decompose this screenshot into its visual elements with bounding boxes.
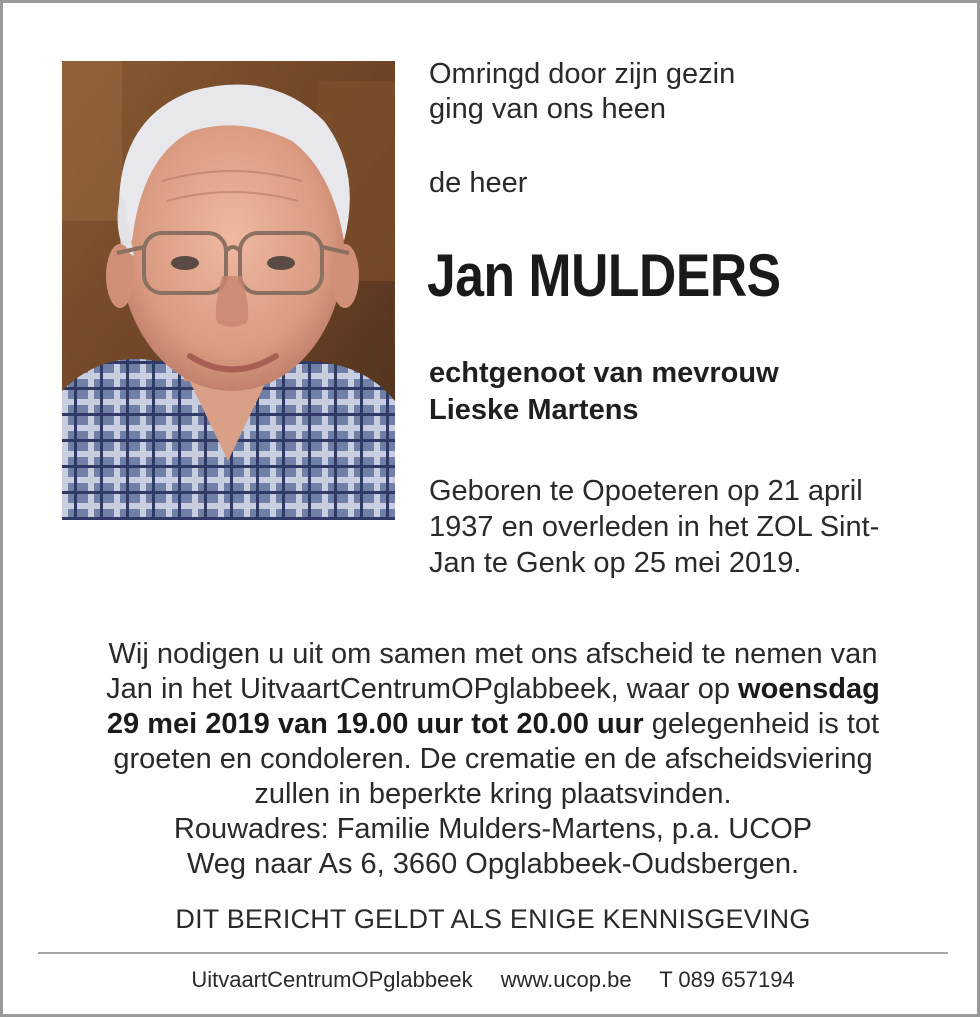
birth-death-details — [429, 473, 929, 581]
invite-line: zullen in beperkte kring plaatsvinden. — [254, 778, 732, 810]
invite-line — [33, 672, 953, 707]
birth-line: Geboren te Opoeteren op 21 april — [429, 475, 863, 507]
birth-line: Jan te Genk op 25 mei 2019. — [429, 547, 802, 579]
spouse-text — [429, 355, 949, 429]
mourning-address-line: Weg naar As 6, 3660 Opglabbeek-Oudsbergen. — [186, 848, 800, 880]
invite-text: gelegenheid is tot — [643, 708, 880, 740]
invite-time-bold: 29 mei 2019 van 19.00 uur tot 20.00 uur — [106, 708, 644, 740]
footer-phone: T 089 657194 — [659, 967, 795, 992]
intro-line: Omringd door zijn gezin — [429, 58, 736, 90]
spouse-line: Lieske Martens — [429, 394, 639, 426]
birth-line: 1937 en overleden in het ZOL Sint- — [429, 511, 880, 543]
intro-text — [429, 57, 949, 127]
invite-line: groeten en condoleren. De crematie en de afscheidsviering — [113, 743, 873, 775]
footer — [3, 965, 980, 995]
footer-divider — [38, 952, 948, 954]
invite-line — [33, 707, 953, 742]
invite-text: Jan in het UitvaartCentrumOPglabbeek, waar op — [106, 673, 739, 705]
footer-company: UitvaartCentrumOPglabbeek — [191, 967, 473, 992]
official-notice: DIT BERICHT GELDT ALS ENIGE KENNISGEVING — [175, 904, 811, 934]
portrait-illustration — [62, 61, 395, 520]
intro-line: ging van ons heen — [429, 93, 667, 125]
invite-date-bold: woensdag — [738, 673, 880, 705]
footer-website-link[interactable]: www.ucop.be — [500, 967, 632, 992]
portrait-photo — [62, 61, 395, 520]
invite-line: Wij nodigen u uit om samen met ons afscheid te nemen van — [108, 638, 878, 670]
deceased-name: Jan MULDERS — [427, 242, 781, 309]
invitation-text — [33, 637, 953, 882]
spouse-line: echtgenoot van mevrouw — [429, 357, 779, 389]
mourning-address-line: Rouwadres: Familie Mulders-Martens, p.a. UCOP — [173, 813, 813, 845]
honorific: de heer — [429, 167, 528, 199]
